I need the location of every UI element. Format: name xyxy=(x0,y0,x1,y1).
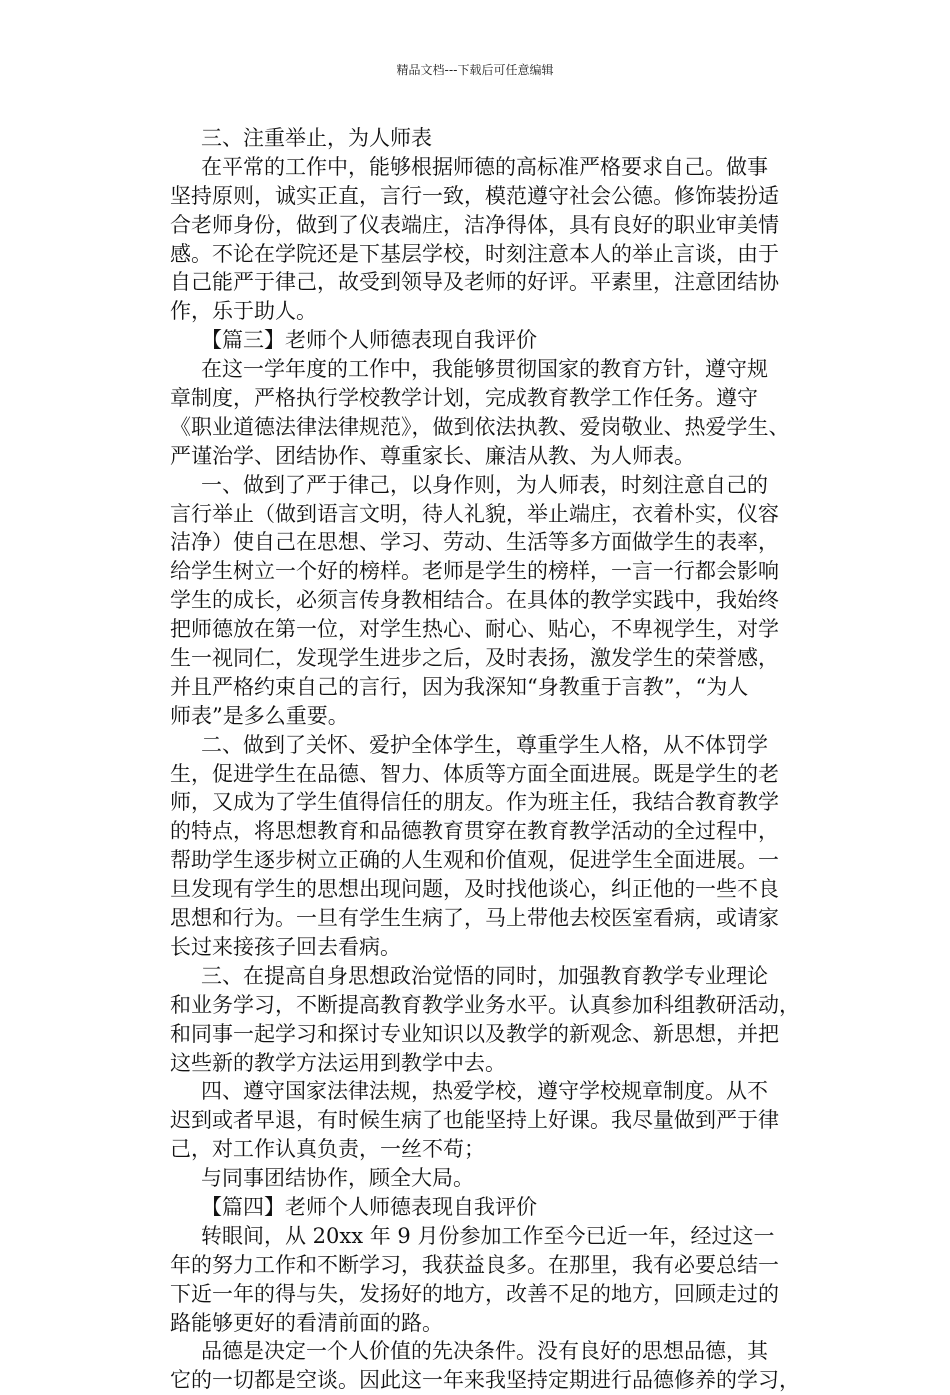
text-line: 和业务学习，不断提高教育教学业务水平。认真参加科组教研活动， xyxy=(170,992,800,1017)
text-line: 在平常的工作中，能够根据师德的高标准严格要求自己。做事 xyxy=(201,154,768,179)
text-line: 四、遵守国家法律法规，热爱学校，遵守学校规章制度。从不 xyxy=(201,1079,768,1104)
text-line: 洁净）使自己在思想、学习、劳动、生活等多方面做学生的表率， xyxy=(170,530,779,555)
text-line: 三、在提高自身思想政治觉悟的同时，加强教育教学专业理论 xyxy=(201,963,768,988)
text-line: 旦发现有学生的思想出现问题，及时找他谈心，纠正他的一些不良 xyxy=(170,877,779,902)
text-line: 和同事一起学习和探讨专业知识以及教学的新观念、新思想，并把 xyxy=(170,1021,779,1046)
text-line: 这些新的教学方法运用到教学中去。 xyxy=(170,1050,506,1075)
text-line: 品德是决定一个人价值的先决条件。没有良好的思想品德，其 xyxy=(201,1339,768,1364)
document-body xyxy=(170,124,820,1395)
text-line: 二、做到了关怀、爱护全体学生，尊重学生人格，从不体罚学 xyxy=(201,732,768,757)
chapter-heading: 【篇四】老师个人师德表现自我评价 xyxy=(201,1194,537,1219)
text-line: 生一视同仁，发现学生进步之后，及时表扬，激发学生的荣誉感， xyxy=(170,646,779,671)
text-line: 路能够更好的看清前面的路。 xyxy=(170,1310,443,1335)
text-line: 合老师身份，做到了仪表端庄，洁净得体，具有良好的职业审美情 xyxy=(170,212,779,237)
text-line: 给学生树立一个好的榜样。老师是学生的榜样，一言一行都会影响 xyxy=(170,559,779,584)
text-line: 转眼间，从 20xx 年 9 月份参加工作至今已近一年，经过这一 xyxy=(201,1223,775,1248)
text-line: 迟到或者早退，有时候生病了也能坚持上好课。我尽量做到严于律 xyxy=(170,1108,779,1133)
text-line: 感。不论在学院还是下基层学校，时刻注意本人的举止言谈，由于 xyxy=(170,241,779,266)
text-line: 己，对工作认真负责，一丝不苟； xyxy=(170,1137,485,1162)
text-line: 思想和行为。一旦有学生生病了，马上带他去校医室看病，或请家 xyxy=(170,906,779,931)
section-heading: 三、注重举止，为人师表 xyxy=(201,126,432,150)
text-line: 严谨治学、团结协作、尊重家长、廉洁从教、为人师表。 xyxy=(170,443,695,468)
text-line: 《职业道德法律法律规范》，做到依法执教、爱岗敬业、热爱学生、 xyxy=(170,414,790,439)
text-line: 与同事团结协作，顾全大局。 xyxy=(201,1166,474,1191)
text-line: 把师德放在第一位，对学生热心、耐心、贴心，不卑视学生，对学 xyxy=(170,617,779,642)
page-header-note: 精品文档---下载后可任意编辑 xyxy=(396,63,554,77)
text-line: 作，乐于助人。 xyxy=(170,299,317,324)
chapter-heading: 【篇三】老师个人师德表现自我评价 xyxy=(201,328,537,353)
text-line: 自己能严于律己，故受到领导及老师的好评。平素里，注意团结协 xyxy=(170,270,779,295)
text-line: 并且严格约束自己的言行，因为我深知“身教重于言教”，“为人 xyxy=(170,674,749,699)
text-line: 一、做到了严于律己，以身作则，为人师表，时刻注意自己的 xyxy=(201,472,768,497)
text-line: 坚持原则，诚实正直，言行一致，模范遵守社会公德。修饰装扮适 xyxy=(170,183,779,208)
text-line: 章制度，严格执行学校教学计划，完成教育教学工作任务。遵守 xyxy=(170,386,758,411)
text-line: 年的努力工作和不断学习，我获益良多。在那里，我有必要总结一 xyxy=(170,1252,779,1277)
text-line: 它的一切都是空谈。因此这一年来我坚持定期进行品德修养的学习， xyxy=(170,1368,800,1393)
text-line: 生，促进学生在品德、智力、体质等方面全面进展。既是学生的老 xyxy=(170,761,779,786)
text-line: 下近一年的得与失，发扬好的地方，改善不足的地方，回顾走过的 xyxy=(170,1281,779,1306)
text-line: 在这一学年度的工作中，我能够贯彻国家的教育方针，遵守规 xyxy=(201,357,768,382)
text-line: 师，又成为了学生值得信任的朋友。作为班主任，我结合教育教学 xyxy=(170,790,779,815)
text-line: 师表”是多么重要。 xyxy=(170,703,349,728)
text-line: 言行举止（做到语言文明，待人礼貌，举止端庄，衣着朴实，仪容 xyxy=(170,501,779,526)
text-line: 长过来接孩子回去看病。 xyxy=(170,934,401,959)
text-line: 学生的成长，必须言传身教相结合。在具体的教学实践中，我始终 xyxy=(170,588,779,613)
text-line: 帮助学生逐步树立正确的人生观和价值观，促进学生全面进展。一 xyxy=(170,848,779,873)
text-line: 的特点，将思想教育和品德教育贯穿在教育教学活动的全过程中， xyxy=(170,819,779,844)
